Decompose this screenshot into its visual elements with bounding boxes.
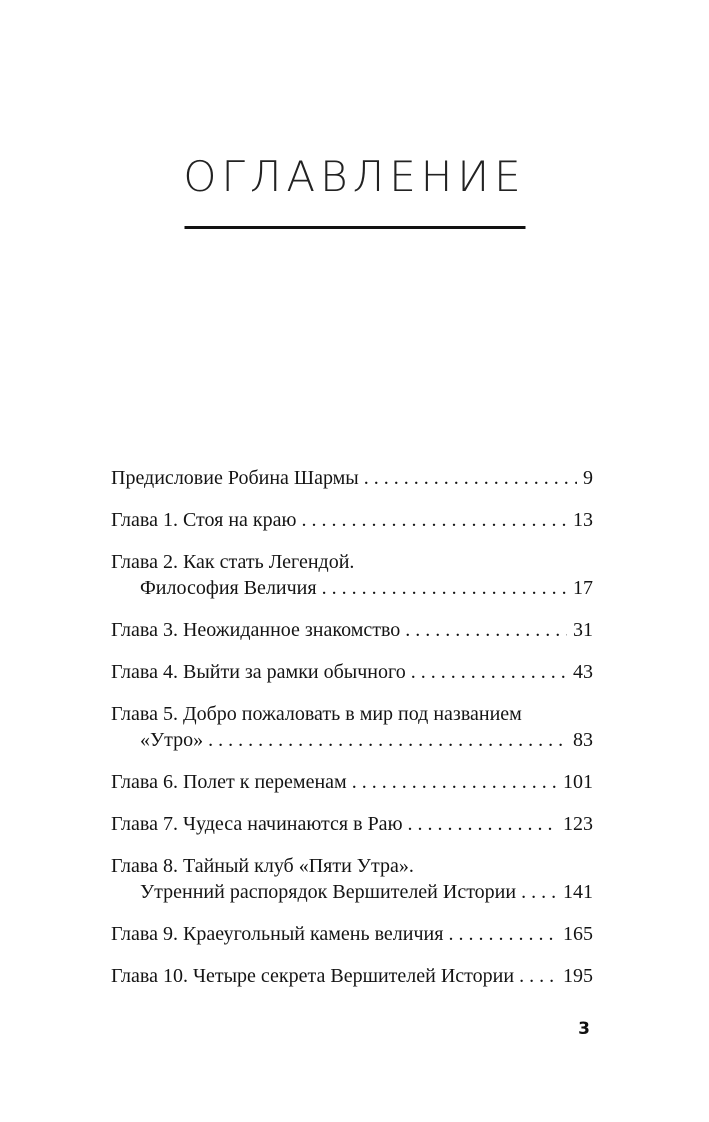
toc-entry-text: Глава 9. Краеугольный камень величия: [111, 923, 444, 945]
toc-entry-line: [111, 921, 593, 947]
toc-entry: [111, 963, 593, 989]
toc-entry-text: Утренний распорядок Вершителей Истории: [140, 881, 517, 903]
toc-entry: [111, 507, 593, 533]
toc-entry-line: [111, 879, 593, 905]
toc-entry-text: «Утро»: [140, 729, 204, 751]
toc-entry-line: [111, 659, 593, 685]
toc-entry-page-number: 43: [573, 661, 593, 683]
toc-entry-page-number: 83: [573, 729, 593, 751]
toc-entry: [111, 921, 593, 947]
dot-leader: [519, 963, 557, 989]
toc-entry: [111, 659, 593, 685]
toc-entry-page-number: 9: [583, 467, 593, 489]
dot-leader: [352, 769, 557, 795]
page-number: 3: [578, 1019, 590, 1039]
dot-leader: [322, 575, 567, 601]
toc-entry-page-number: 31: [573, 619, 593, 641]
dot-leader: [408, 811, 557, 837]
table-of-contents: [111, 465, 593, 1005]
title-underline: [184, 226, 525, 229]
toc-entry-text: Глава 6. Полет к переменам: [111, 771, 347, 793]
toc-entry-line: [111, 963, 593, 989]
toc-entry-page-number: 195: [563, 965, 593, 987]
dot-leader: [411, 659, 567, 685]
toc-entry-page-number: 13: [573, 509, 593, 531]
toc-entry-text: Философия Величия: [140, 577, 317, 599]
toc-entry-page-number: 141: [563, 881, 593, 903]
toc-entry-page-number: 17: [573, 577, 593, 599]
dot-leader: [301, 507, 567, 533]
toc-entry: [111, 617, 593, 643]
toc-entry-page-number: 101: [563, 771, 593, 793]
toc-entry: [111, 811, 593, 837]
toc-entry: [111, 853, 593, 905]
toc-entry-text: Глава 4. Выйти за рамки обычного: [111, 661, 406, 683]
toc-entry-page-number: 165: [563, 923, 593, 945]
toc-entry-text: Глава 7. Чудеса начинаются в Раю: [111, 813, 403, 835]
toc-entry-line: [111, 507, 593, 533]
toc-entry-line: [111, 575, 593, 601]
toc-entry-text: Глава 3. Неожиданное знакомство: [111, 619, 401, 641]
toc-entry: [111, 549, 593, 601]
toc-entry-title-line: Глава 2. Как стать Легендой.: [111, 551, 355, 573]
toc-entry-line: [111, 727, 593, 753]
dot-leader: [208, 727, 567, 753]
toc-entry-line: [111, 617, 593, 643]
toc-entry: [111, 465, 593, 491]
toc-entry-text: Глава 1. Стоя на краю: [111, 509, 297, 531]
toc-entry-title-line: Глава 8. Тайный клуб «Пяти Утра».: [111, 855, 414, 877]
toc-entry-line: [111, 465, 593, 491]
toc-entry-page-number: 123: [563, 813, 593, 835]
toc-entry-line: [111, 769, 593, 795]
page-title: ОГЛАВЛЕНИЕ: [183, 152, 526, 201]
toc-entry-text: Предисловие Робина Шармы: [111, 467, 359, 489]
dot-leader: [521, 879, 557, 905]
toc-entry: [111, 701, 593, 753]
dot-leader: [364, 465, 577, 491]
toc-entry: [111, 769, 593, 795]
toc-entry-text: Глава 10. Четыре секрета Вершителей Истории: [111, 965, 515, 987]
toc-entry-title-line: Глава 5. Добро пожаловать в мир под названием: [111, 703, 522, 725]
dot-leader: [405, 617, 567, 643]
toc-entry-line: [111, 811, 593, 837]
dot-leader: [448, 921, 557, 947]
